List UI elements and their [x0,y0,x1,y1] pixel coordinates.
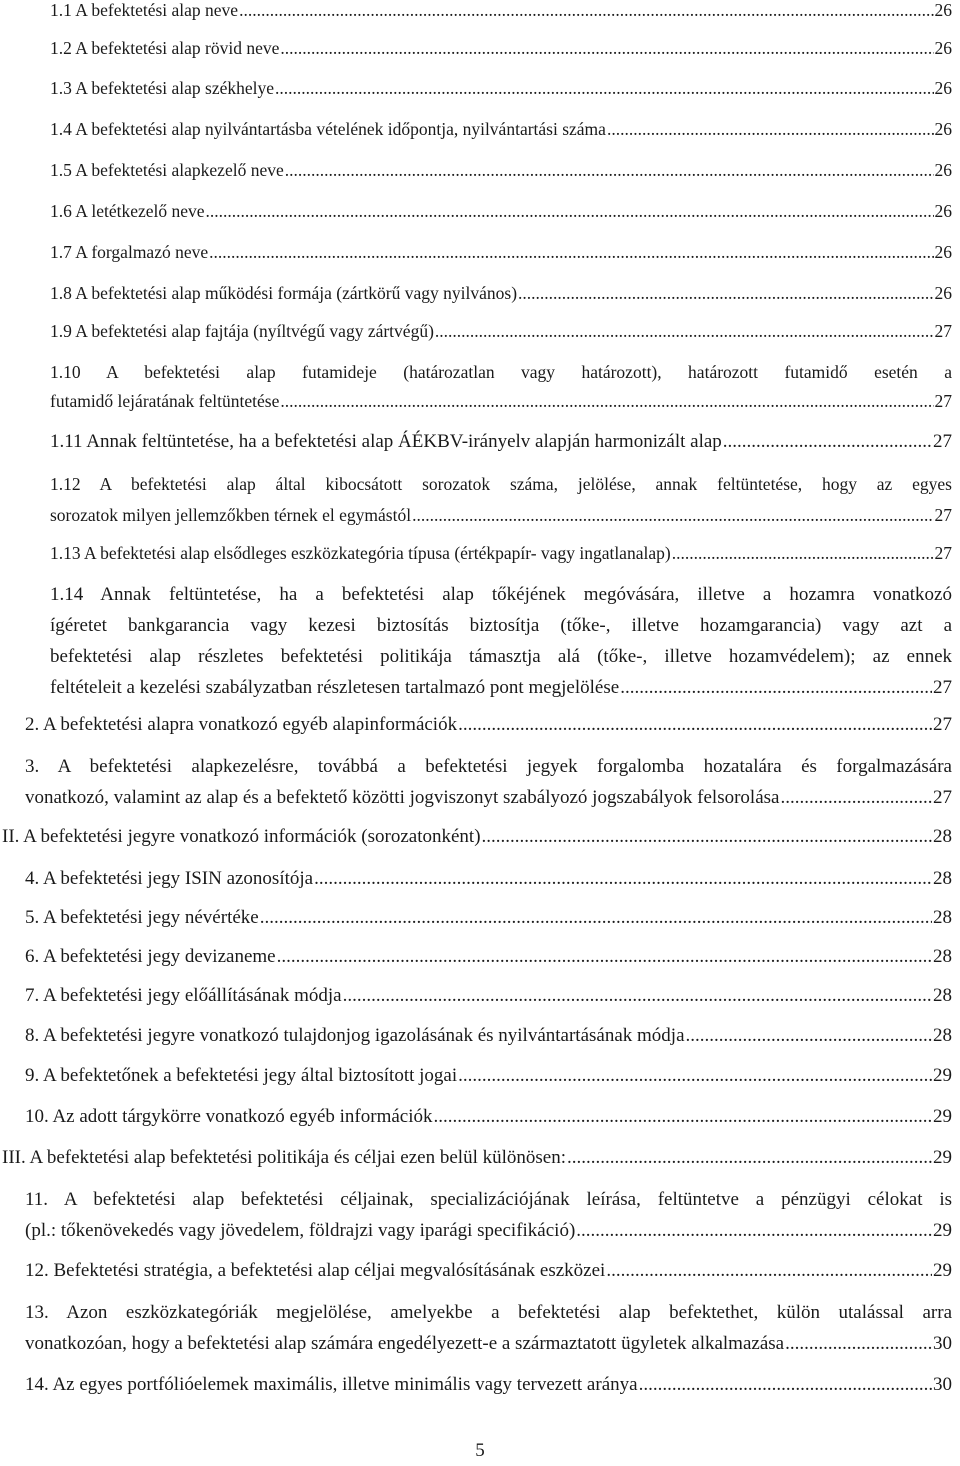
dot-leader [723,431,932,453]
entry-number: 3. [25,756,40,777]
entry-page: 26 [934,119,952,139]
dot-leader [412,505,933,526]
entry-title-continued: vonatkozóan, hogy a befektetési alap számára engedélyezett-e a származtatott ügyletek alkalmazása [25,1333,785,1354]
dot-leader [277,946,932,968]
dot-leader [518,283,933,304]
dot-leader [314,868,932,890]
toc-entry[interactable] [2,1147,952,1169]
entry-number: III. [2,1147,26,1168]
toc-entry[interactable] [25,1189,952,1253]
entry-number: II. [2,826,20,847]
entry-number: 1.4 [50,119,72,139]
entry-number: 1.12 [50,474,81,494]
toc-entry[interactable] [25,1374,952,1396]
entry-page: 26 [934,38,952,58]
toc-entry[interactable] [50,160,952,181]
dot-leader [209,242,933,263]
entry-page: 29 [933,1147,952,1168]
entry-number: 2. [25,714,40,735]
entry-page: 26 [934,283,952,303]
entry-page: 26 [934,242,952,262]
entry-title: A befektetési jegy devizaneme [42,946,276,967]
dot-leader [285,160,934,181]
entry-title: A befektetési alap neve [75,0,239,20]
entry-number: 6. [25,946,40,967]
entry-number: 1.5 [50,160,72,180]
entry-title: Annak feltüntetése, ha a befektetési alap ÁÉKBV-irányelv alapján harmonizált alap [86,431,722,452]
entry-page: 26 [934,201,952,221]
entry-page: 27 [934,543,952,563]
toc-entry[interactable] [25,985,952,1007]
entry-title: A befektetési alap befektetési politikája és céljai ezen belül különösen: [29,1147,566,1168]
entry-number: 10. [25,1106,49,1127]
dot-leader [620,677,932,699]
toc-entry[interactable] [25,868,952,890]
entry-title: A befektetési alap fajtája (nyíltvégű vagy zártvégű) [75,321,434,341]
entry-title-continued: befektetési alap részletes befektetési politikája támasztja alá (tőke-, illetve hozamvédelem); az ennek [50,646,952,667]
toc-entry[interactable] [50,431,952,453]
entry-page: 27 [934,391,952,411]
entry-number: 4. [25,868,40,889]
entry-title: Azon eszközkategóriák megjelölése, amelyekbe a befektetési alap befektethet, külön utalással arra [66,1302,952,1323]
toc-entry[interactable] [25,1260,952,1282]
entry-number: 1.7 [50,242,72,262]
entry-page: 27 [934,321,952,341]
entry-number: 1.6 [50,201,72,221]
entry-title: A befektetési jegy előállításának módja [42,985,342,1006]
entry-title-continued: sorozatok milyen jellemzőkben térnek el egymástól [50,505,412,525]
entry-title: A befektetési jegy névértéke [42,907,259,928]
entry-number: 1.8 [50,283,72,303]
dot-leader [606,1260,932,1282]
entry-page: 28 [933,826,952,847]
toc-entry[interactable] [50,38,952,59]
dot-leader [639,1374,932,1396]
entry-title: A letétkezelő neve [75,201,205,221]
entry-title-continued: vonatkozó, valamint az alap és a befektető közötti jogviszonyt szabályozó jogszabályok felsorolása [25,787,780,808]
toc-entry[interactable] [2,826,952,848]
entry-number: 11. [25,1189,49,1210]
entry-number: 1.13 [50,543,81,563]
toc-entry[interactable] [50,242,952,263]
toc-entry[interactable] [25,1025,952,1047]
entry-title: A befektetési alap által kibocsátott sorozatok száma, jelölése, annak feltüntetése, hogy az egyes [99,474,952,494]
page-number: 5 [475,1440,485,1461]
dot-leader [567,1147,932,1169]
entry-title: Az egyes portfólióelemek maximális, illetve minimális vagy tervezett aránya [52,1374,638,1395]
entry-title: Annak feltüntetése, ha a befektetési alap tőkéjének megóvására, illetve a hozamra vonatkozó [100,584,952,605]
entry-number: 5. [25,907,40,928]
entry-number: 12. [25,1260,49,1281]
entry-title-continued: ígéretet bankgarancia vagy kezesi biztosítás biztosítja (tőke-, illetve hozamgarancia) vagy azt a [50,615,952,636]
entry-number: 9. [25,1065,40,1086]
toc-entry[interactable] [25,714,952,736]
entry-title-continued: (pl.: tőkenövekedés vagy jövedelem, földrajzi vagy iparági specifikáció) [25,1220,576,1241]
dot-leader [458,714,932,736]
dot-leader [206,201,934,222]
entry-number: 1.14 [50,584,84,605]
toc-entry[interactable] [50,119,952,140]
toc-entry[interactable] [50,543,952,564]
toc-entry[interactable] [25,946,952,968]
entry-title: A befektetési alap székhelye [75,78,275,98]
entry-page: 27 [934,505,952,525]
entry-number: 13. [25,1302,49,1323]
entry-page: 29 [933,1220,952,1241]
entry-title: A befektetési alap befektetési céljainak, specializációjának leírása, feltüntetve a pénzügyi célokat is [63,1189,953,1210]
dot-leader [435,321,934,342]
dot-leader [280,391,933,412]
dot-leader [343,985,932,1007]
entry-title-continued: feltételeit a kezelési szabályzatban részletesen tartalmazó pont megjelölése [50,677,620,698]
entry-title: A befektetési jegy ISIN azonosítója [42,868,314,889]
entry-page: 30 [933,1374,952,1395]
entry-page: 27 [933,714,952,735]
entry-page: 29 [933,1260,952,1281]
entry-number: 7. [25,985,40,1006]
toc-entry[interactable] [50,283,952,304]
entry-title: A befektetőnek a befektetési jegy által biztosított jogai [42,1065,458,1086]
dot-leader [275,78,933,99]
entry-title: A befektetési alap működési formája (zártkörű vagy nyilvános) [75,283,518,303]
dot-leader [576,1220,932,1242]
entry-page: 26 [934,78,952,98]
entry-title: A befektetési alapra vonatkozó egyéb alapinformációk [42,714,458,735]
dot-leader [260,907,932,929]
entry-number: 1.2 [50,38,72,58]
dot-leader [672,543,934,564]
entry-page: 27 [933,431,952,452]
entry-number: 1.1 [50,0,72,20]
entry-page: 30 [933,1333,952,1354]
dot-leader [785,1333,932,1355]
dot-leader [607,119,934,140]
toc-entry[interactable] [25,1065,952,1087]
entry-title: A befektetési jegyre vonatkozó információk (sorozatonként) [23,826,481,847]
entry-title-continued: futamidő lejáratának feltüntetése [50,391,280,411]
entry-page: 26 [934,0,952,20]
entry-number: 1.9 [50,321,72,341]
entry-title: A befektetési alap rövid neve [75,38,280,58]
toc-entry[interactable] [50,584,952,708]
entry-page: 27 [933,787,952,808]
entry-page: 28 [933,985,952,1006]
entry-title: Befektetési stratégia, a befektetési alap céljai megvalósításának eszközei [53,1260,606,1281]
toc-entry[interactable] [25,1302,952,1366]
entry-page: 28 [933,907,952,928]
entry-number: 1.10 [50,362,81,382]
toc-entry[interactable] [50,0,952,21]
toc-entry[interactable] [25,907,952,929]
toc-entry[interactable] [25,756,952,820]
entry-number: 14. [25,1374,49,1395]
entry-number: 1.11 [50,431,83,452]
entry-title: A forgalmazó neve [75,242,209,262]
entry-title: A befektetési alap futamideje (határozatlan vagy határozott), határozott futamidő esetén a [106,362,952,382]
entry-page: 27 [933,677,952,698]
entry-page: 29 [933,1106,952,1127]
toc-entry[interactable] [50,474,952,534]
entry-title: A befektetési alapkezelő neve [75,160,284,180]
entry-title: A befektetési alapkezelésre, továbbá a befektetési jegyek forgalomba hozatalára és forgalmazására [57,756,952,777]
toc-entry[interactable] [50,321,952,342]
entry-title: A befektetési alap elsődleges eszközkategória típusa (értékpapír- vagy ingatlanalap) [84,543,671,563]
entry-page: 29 [933,1065,952,1086]
dot-leader [686,1025,932,1047]
toc-entry[interactable] [50,78,952,99]
entry-title: Az adott tárgykörre vonatkozó egyéb információk [52,1106,433,1127]
entry-number: 8. [25,1025,40,1046]
entry-page: 26 [934,160,952,180]
entry-page: 28 [933,946,952,967]
entry-title: A befektetési alap nyilvántartásba vételének időpontja, nyilvántartási száma [75,119,606,139]
entry-title: A befektetési jegyre vonatkozó tulajdonjog igazolásának és nyilvántartásának módja [42,1025,685,1046]
entry-page: 28 [933,868,952,889]
entry-number: 1.3 [50,78,72,98]
dot-leader [780,787,932,809]
toc-entry[interactable] [50,362,952,422]
dot-leader [458,1065,932,1087]
toc-entry[interactable] [25,1106,952,1128]
toc-entry[interactable] [50,201,952,222]
dot-leader [239,0,933,21]
dot-leader [482,826,932,848]
entry-page: 28 [933,1025,952,1046]
dot-leader [280,38,933,59]
dot-leader [434,1106,933,1128]
